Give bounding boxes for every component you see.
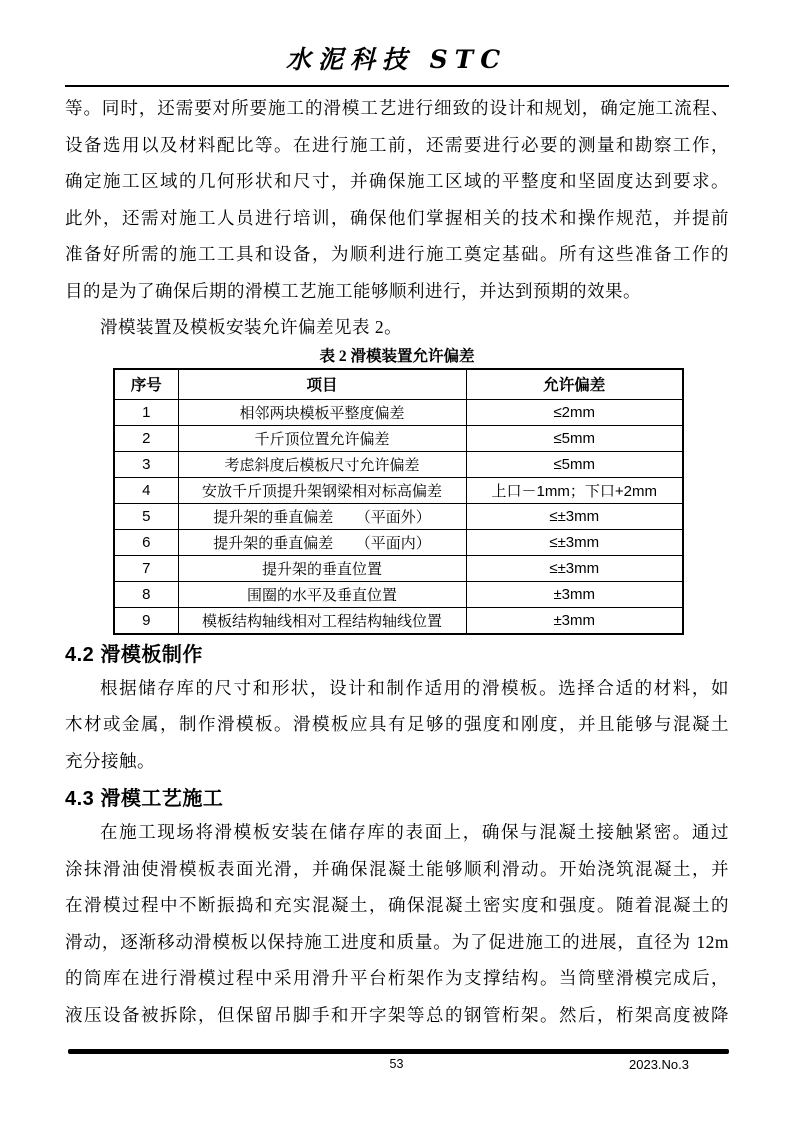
table-row <box>114 503 683 529</box>
row-tolerance: ≤5mm <box>466 425 683 451</box>
row-item: 安放千斤顶提升架钢梁相对标高偏差 <box>178 477 466 503</box>
column-header-index: 序号 <box>114 369 178 400</box>
table-header-row <box>114 369 683 400</box>
paragraph-line: 滑动，逐渐移动滑模板以保持施工进度和质量。为了促进施工的进展，直径为 12m <box>65 931 729 952</box>
column-header-item: 项目 <box>178 369 466 400</box>
row-index: 6 <box>114 529 178 555</box>
row-item: 模板结构轴线相对工程结构轴线位置 <box>178 607 466 634</box>
page-content <box>65 87 729 1033</box>
paragraph-line: 根据储存库的尺寸和形状，设计和制作适用的滑模板。选择合适的材料，如 <box>100 677 729 698</box>
row-index: 3 <box>114 451 178 477</box>
paragraph-line: 在滑模过程中不断振捣和充实混凝土，确保混凝土密实度和强度。随着混凝土的 <box>65 895 729 915</box>
column-header-tolerance: 允许偏差 <box>466 369 683 400</box>
paragraph-line: 液压设备被拆除，但保留吊脚手和开字架等总的钢管桁架。然后，桁架高度被降 <box>65 1004 729 1025</box>
row-tolerance: ±3mm <box>466 607 683 634</box>
row-item: 提升架的垂直偏差 （平面内） <box>178 529 466 555</box>
paragraph-line: 等。同时，还需要对所要施工的滑模工艺进行细致的设计和规划，确定施工流程、 <box>65 98 729 118</box>
paragraph-line: 设备选用以及材料配比等。在进行施工前，还需要进行必要的测量和勘察工作， <box>65 134 729 155</box>
row-item: 考虑斜度后模板尺寸允许偏差 <box>178 451 466 477</box>
paragraph-line: 在施工现场将滑模板安装在储存库的表面上，确保与混凝土接触紧密。通过 <box>100 822 729 842</box>
table-row <box>114 451 683 477</box>
table-row <box>114 529 683 555</box>
paragraph-line: 涂抹滑油使滑模板表面光滑，并确保混凝土能够顺利滑动。开始浇筑混凝土，并 <box>65 858 729 879</box>
row-tolerance: ≤±3mm <box>466 529 683 555</box>
paragraph-line: 准备好所需的施工工具和设备，为顺利进行施工奠定基础。所有这些准备工作的 <box>65 244 729 264</box>
section-heading-4-2: 4.2 滑模板制作 <box>65 643 203 666</box>
row-tolerance: ≤±3mm <box>466 503 683 529</box>
row-index: 8 <box>114 581 178 607</box>
row-item: 相邻两块模板平整度偏差 <box>178 399 466 425</box>
journal-title: 水泥科技 STC <box>285 45 508 74</box>
table-row <box>114 581 683 607</box>
table-row <box>114 477 683 503</box>
row-item: 围圈的水平及垂直位置 <box>178 581 466 607</box>
row-tolerance: ≤2mm <box>466 399 683 425</box>
row-index: 1 <box>114 399 178 425</box>
table-intro: 滑模装置及模板安装允许偏差见表 2。 <box>100 317 403 337</box>
paragraph-line: 确定施工区域的几何形状和尺寸，并确保施工区域的平整度和坚固度达到要求。 <box>65 171 729 191</box>
row-index: 7 <box>114 555 178 581</box>
table-row <box>114 399 683 425</box>
paragraph-line: 此外，还需对施工人员进行培训，确保他们掌握相关的技术和操作规范，并提前 <box>65 207 729 228</box>
row-tolerance: ≤±3mm <box>466 555 683 581</box>
row-item: 提升架的垂直位置 <box>178 555 466 581</box>
row-index: 9 <box>114 607 178 634</box>
row-tolerance: ±3mm <box>466 581 683 607</box>
row-index: 2 <box>114 425 178 451</box>
table-caption: 表 2 滑模装置允许偏差 <box>319 347 475 365</box>
deviation-table <box>113 368 684 635</box>
footer-rule <box>68 1049 729 1054</box>
table-row <box>114 555 683 581</box>
row-index: 5 <box>114 503 178 529</box>
table-row <box>114 425 683 451</box>
section-heading-4-3: 4.3 滑模工艺施工 <box>65 788 224 810</box>
table-row <box>114 607 683 634</box>
page-number: 53 <box>389 1057 404 1071</box>
row-item: 千斤顶位置允许偏差 <box>178 425 466 451</box>
row-tolerance: ≤5mm <box>466 451 683 477</box>
row-index: 4 <box>114 477 178 503</box>
row-item: 提升架的垂直偏差 （平面外） <box>178 503 466 529</box>
paragraph-line: 的筒库在进行滑模过程中采用滑升平台桁架作为支撑结构。当筒壁滑模完成后， <box>65 968 729 988</box>
paragraph-line: 充分接触。 <box>65 750 155 771</box>
paragraph-line: 目的是为了确保后期的滑模工艺施工能够顺利进行，并达到预期的效果。 <box>65 280 641 301</box>
row-tolerance: 上口－1mm；下口+2mm <box>466 477 683 503</box>
paragraph-line: 木材或金属，制作滑模板。滑模板应具有足够的强度和刚度，并且能够与混凝土 <box>65 714 729 734</box>
issue-number: 2023.No.3 <box>629 1057 689 1072</box>
